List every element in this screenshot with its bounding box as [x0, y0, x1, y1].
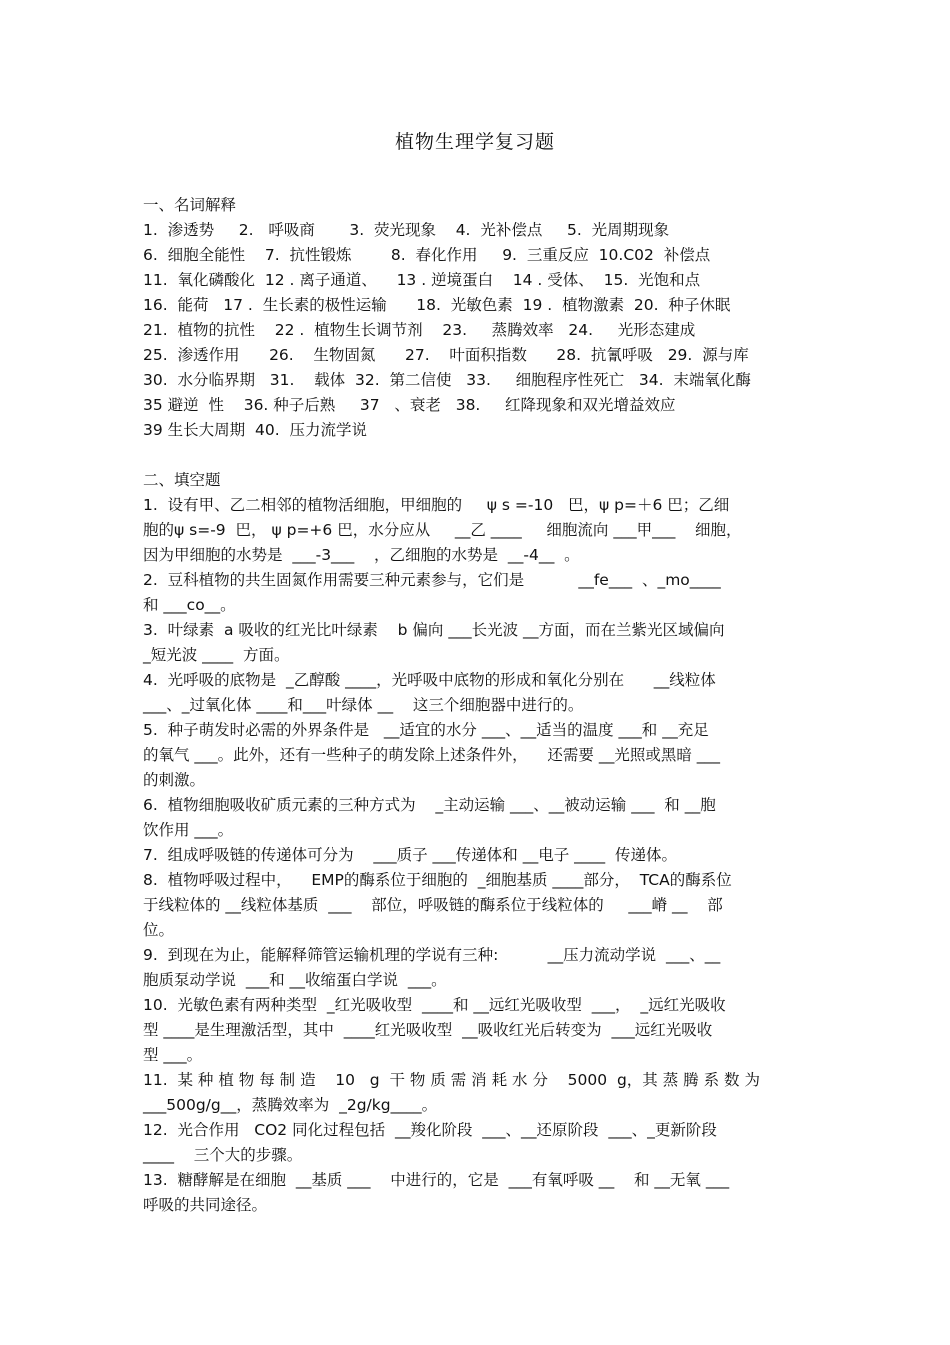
- text-line: 10. 光敏色素有两种类型 _红光吸收型 ____和 __远红光吸收型 ___， _远红光吸收: [143, 996, 726, 1014]
- text-line: 9. 到现在为止，能解释筛管运输机理的学说有三种: __压力流动学说 ___、__: [143, 946, 721, 964]
- text-line: 30. 水分临界期 31. 载体 32. 第二信使 33. 细胞程序性死亡 34. 末端氧化酶: [143, 371, 751, 389]
- text-line: 饮作用 ___。: [143, 821, 234, 839]
- text-line: 39 生长大周期 40. 压力流学说: [143, 421, 368, 439]
- text-line: 11. 某 种 植 物 每 制 造 10 g 干 物 质 需 消 耗 水 分 5000 g，其 蒸 腾 系 数 为: [143, 1071, 760, 1089]
- text-line: 13. 糖酵解是在细胞 __基质 ___ 中进行的，它是 ___有氧呼吸 __ 和 __无氧 ___: [143, 1171, 730, 1189]
- text-line: 位。: [143, 921, 175, 939]
- text-line: 胞的ψ s=-9 巴， ψ p=+6 巴，水分应从 __乙 ____ 细胞流向 ___甲___ 细胞，: [143, 521, 742, 539]
- text-line: 1. 渗透势 2. 呼吸商 3. 荧光现象 4. 光补偿点 5. 光周期现象: [143, 221, 670, 239]
- text-line: 25. 渗透作用 26. 生物固氮 27. 叶面积指数 28. 抗氰呼吸 29. 源与库: [143, 346, 749, 364]
- text-line: 和 ___co__。: [143, 596, 236, 614]
- text-line: 胞质泵动学说 ___和 __收缩蛋白学说 ___。: [143, 971, 447, 989]
- text-line: ___、_过氧化体 ____和___叶绿体 __ 这三个细胞器中进行的。: [143, 696, 584, 714]
- text-line: 因为甲细胞的水势是 ___-3___ ，乙细胞的水势是 __-4__ 。: [143, 546, 580, 564]
- text-line: ____ 三个大的步骤。: [143, 1146, 303, 1164]
- text-line: 7. 组成呼吸链的传递体可分为 ___质子 ___传递体和 __电子 ____ 传递体。: [143, 846, 677, 864]
- text-line: 的刺激。: [143, 771, 206, 789]
- section-gap: [143, 443, 813, 468]
- text-line: 6. 植物细胞吸收矿质元素的三种方式为 _主动运输 ___、__被动运输 ___ 和 __胞: [143, 796, 716, 814]
- text-line: 2. 豆科植物的共生固氮作用需要三种元素参与，它们是 __fe___ 、_mo____: [143, 571, 721, 589]
- text-line: 呼吸的共同途径。: [143, 1196, 268, 1214]
- text-line: 11. 氧化磷酸化 12 . 离子通道、 13 . 逆境蛋白 14 . 受体、 15. 光饱和点: [143, 271, 701, 289]
- text-line: 6. 细胞全能性 7. 抗性锻炼 8. 春化作用 9. 三重反应 10.C02 补偿点: [143, 246, 711, 264]
- text-line: 1. 设有甲、乙二相邻的植物活细胞，甲细胞的 ψ s =-10 巴，ψ p=＋6 巴；乙细: [143, 496, 730, 514]
- text-line: _短光波 ____ 方面。: [143, 646, 290, 664]
- section-definitions: [143, 218, 813, 443]
- text-line: 16. 能荷 17 . 生长素的极性运输 18. 光敏色素 19 . 植物激素 20. 种子休眠: [143, 296, 731, 314]
- section-heading-fill-blank: 二、填空题: [143, 471, 221, 489]
- section-heading-definitions: 一、名词解释: [143, 196, 237, 214]
- text-line: 型 ____是生理激活型，其中 ____红光吸收型 __吸收红光后转变为 ___远红光吸收: [143, 1021, 713, 1039]
- section-fill-blank: [143, 493, 813, 1218]
- text-line: 35 避逆 性 36. 种子后熟 37 、衰老 38. 红降现象和双光增益效应: [143, 396, 676, 414]
- text-line: 5. 种子萌发时必需的外界条件是 __适宜的水分 ___、__适当的温度 ___和 __充足: [143, 721, 709, 739]
- text-line: ___500g/g__，蒸腾效率为 _2g/kg____。: [143, 1096, 438, 1114]
- text-line: 21. 植物的抗性 22 . 植物生长调节剂 23. 蒸腾效率 24. 光形态建成: [143, 321, 696, 339]
- text-line: 于线粒体的 __线粒体基质 ___ 部位，呼吸链的酶系位于线粒体的 ___嵴 __ 部: [143, 896, 723, 914]
- text-line: 8. 植物呼吸过程中， EMP的酶系位于细胞的 _细胞基质 ____部分， TCA的酶系位: [143, 871, 732, 889]
- text-line: 型 ___。: [143, 1046, 203, 1064]
- text-line: 的氧气 ___。此外，还有一些种子的萌发除上述条件外， 还需要 __光照或黑暗 ___: [143, 746, 720, 764]
- document-title: 植物生理学复习题: [394, 131, 555, 153]
- document-body: [143, 193, 813, 1218]
- text-line: 4. 光呼吸的底物是 _乙醇酸 ____，光呼吸中底物的形成和氧化分别在 __线粒体: [143, 671, 716, 689]
- text-line: 3. 叶绿素 a 吸收的红光比叶绿素 b 偏向 ___长光波 __方面，而在兰紫光区域偏向: [143, 621, 725, 639]
- text-line: 12. 光合作用 CO2 同化过程包括 __羧化阶段 ___、__还原阶段 ___、_更新阶段: [143, 1121, 717, 1139]
